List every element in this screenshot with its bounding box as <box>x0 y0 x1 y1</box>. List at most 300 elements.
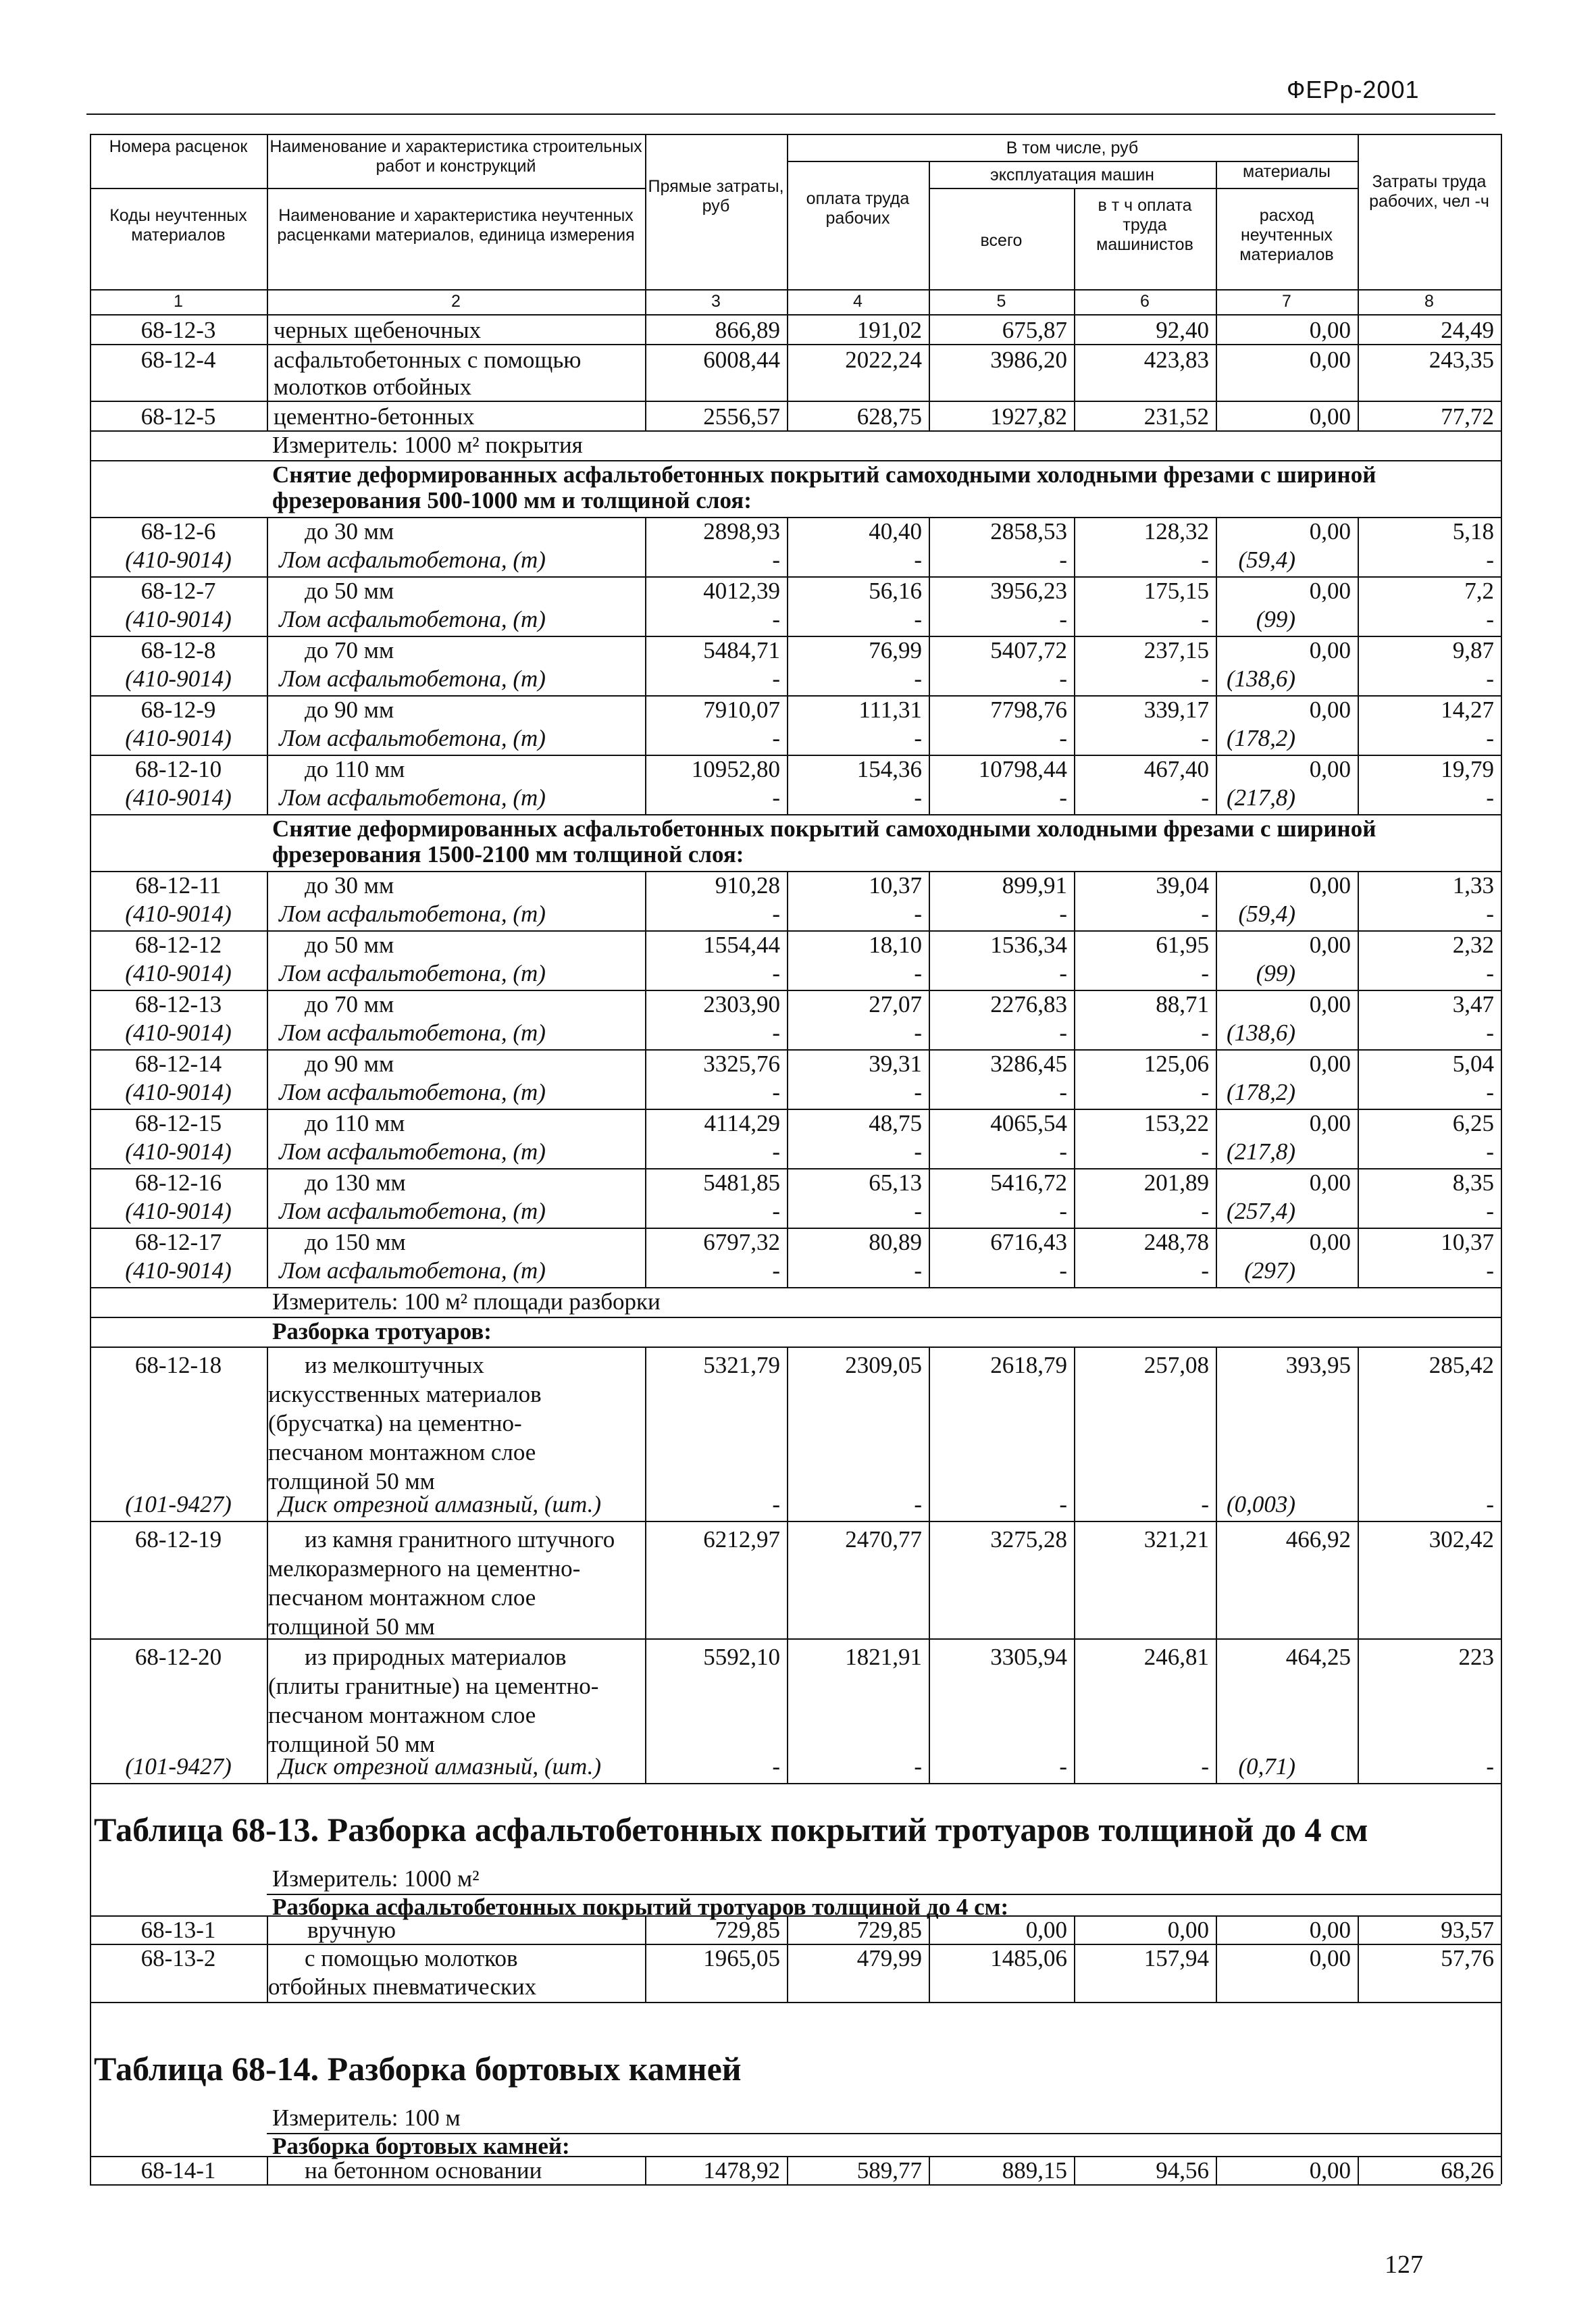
dash-cell: - <box>914 665 922 692</box>
value-cell: 3305,94 <box>990 1644 1067 1670</box>
column-rule <box>1074 1521 1075 1638</box>
column-rule <box>1501 1783 1502 1864</box>
dash-cell: - <box>772 1019 780 1046</box>
column-rule <box>1074 1638 1075 1783</box>
value-cell: 0,00 <box>1025 1917 1067 1943</box>
row-rule <box>90 401 1501 402</box>
dash-cell: - <box>1059 1138 1067 1165</box>
column-rule <box>267 576 268 636</box>
column-rule <box>1358 1168 1359 1228</box>
column-rule <box>90 1287 91 1317</box>
column-rule <box>1358 1915 1359 1944</box>
material-name: Лом асфальтобетона, (т) <box>279 1079 546 1105</box>
column-rule <box>929 2156 930 2184</box>
value-cell: 466,92 <box>1285 1526 1351 1553</box>
column-rule <box>929 695 930 755</box>
column-rule <box>1501 1049 1502 1109</box>
material-qty: (297) <box>1244 1257 1295 1284</box>
header-col1b: Коды неучтенных материалов <box>109 206 247 245</box>
column-rule <box>267 1168 268 1228</box>
section-label: Снятие деформированных асфальтобетонных покрытий самоходными холодными фрезами с шириной <box>272 815 1376 842</box>
column-rule <box>1501 460 1502 517</box>
dash-cell: - <box>1059 547 1067 573</box>
column-rule <box>90 1521 91 1638</box>
value-cell: 57,76 <box>1441 1945 1494 1971</box>
column-rule <box>645 1638 646 1783</box>
column-rule <box>1216 1049 1217 1109</box>
rate-code: 68-12-17 <box>134 1229 222 1255</box>
column-rule <box>929 1915 930 1944</box>
dash-cell: - <box>1201 960 1209 986</box>
dash-cell: - <box>914 1491 922 1517</box>
value-cell: 464,25 <box>1285 1644 1351 1670</box>
dash-cell: - <box>1201 547 1209 573</box>
column-rule <box>645 755 646 814</box>
material-code: (410-9014) <box>125 665 232 692</box>
column-rule <box>645 636 646 695</box>
rate-code: 68-12-9 <box>140 697 216 723</box>
value-cell: 866,89 <box>715 317 780 343</box>
value-cell: 191,02 <box>856 317 922 343</box>
section-label: Разборка асфальтобетонных покрытий тротуаров толщиной до 4 см: <box>272 1894 1009 1920</box>
dash-cell: - <box>1486 784 1494 811</box>
column-rule <box>267 2156 268 2184</box>
rate-name: до 50 мм <box>305 932 394 958</box>
rate-name: молотков отбойных <box>274 374 472 400</box>
value-cell: 246,81 <box>1143 1644 1209 1670</box>
column-rule <box>1501 134 1502 314</box>
rate-name: цементно-бетонных <box>274 403 475 430</box>
value-cell: 10798,44 <box>978 756 1067 782</box>
material-code: (410-9014) <box>125 1138 232 1165</box>
value-cell: 1554,44 <box>703 932 780 958</box>
column-rule <box>1074 930 1075 990</box>
rate-code: 68-12-8 <box>140 637 216 663</box>
value-cell: 729,85 <box>715 1917 780 1943</box>
material-name: Лом асфальтобетона, (т) <box>279 960 546 986</box>
value-cell: 285,42 <box>1428 1352 1494 1378</box>
value-cell: 5484,71 <box>703 637 780 663</box>
column-rule <box>1501 814 1502 871</box>
column-rule <box>645 576 646 636</box>
dash-cell: - <box>1059 1491 1067 1517</box>
column-rule <box>1074 401 1075 430</box>
rate-name: до 110 мм <box>305 1110 405 1136</box>
column-rule <box>929 517 930 576</box>
dash-cell: - <box>772 784 780 811</box>
dash-cell: - <box>772 1198 780 1224</box>
value-cell: 899,91 <box>1002 872 1067 899</box>
column-rule <box>1074 1944 1075 2002</box>
rate-name: из камня гранитного штучного <box>305 1526 615 1553</box>
dash-cell: - <box>914 725 922 751</box>
column-rule <box>1216 1638 1217 1783</box>
value-cell: 1478,92 <box>703 2157 780 2184</box>
column-rule <box>1216 1944 1217 2002</box>
material-code: (410-9014) <box>125 1257 232 1284</box>
dash-cell: - <box>1201 1753 1209 1780</box>
value-cell: 76,99 <box>869 637 922 663</box>
value-cell: 393,95 <box>1285 1352 1351 1378</box>
measure-label: Измеритель: 100 м <box>272 2105 461 2131</box>
column-rule <box>90 1864 91 1894</box>
rate-code: 68-12-16 <box>134 1169 222 1196</box>
column-rule <box>1358 1049 1359 1109</box>
column-rule <box>787 990 788 1049</box>
column-number: 3 <box>711 292 721 311</box>
value-cell: 6797,32 <box>703 1229 780 1255</box>
column-rule <box>90 1168 91 1228</box>
column-rule <box>90 344 91 401</box>
column-rule <box>645 930 646 990</box>
section-label: фрезерования 1500-2100 мм толщиной слоя: <box>272 841 744 867</box>
column-rule <box>1216 314 1217 344</box>
value-cell: 5481,85 <box>703 1169 780 1196</box>
column-rule <box>1358 314 1359 344</box>
column-rule <box>1501 1228 1502 1287</box>
dash-cell: - <box>772 1491 780 1517</box>
column-rule <box>1358 871 1359 930</box>
column-rule <box>1074 871 1075 930</box>
value-cell: 589,77 <box>856 2157 922 2184</box>
value-cell: 6716,43 <box>990 1229 1067 1255</box>
value-cell: 479,99 <box>856 1945 922 1971</box>
row-rule <box>90 1346 1501 1348</box>
column-rule <box>929 990 930 1049</box>
value-cell: 2276,83 <box>990 991 1067 1017</box>
dash-cell: - <box>1059 784 1067 811</box>
value-cell: 4065,54 <box>990 1110 1067 1136</box>
rate-code: 68-12-4 <box>140 347 216 373</box>
value-cell: 1,33 <box>1452 872 1494 899</box>
column-rule <box>1501 930 1502 990</box>
column-rule <box>90 1638 91 1783</box>
dash-cell: - <box>1201 606 1209 632</box>
column-rule <box>1501 1864 1502 1894</box>
dash-cell: - <box>914 1138 922 1165</box>
value-cell: 0,00 <box>1309 578 1351 604</box>
header-bottom <box>90 289 1501 291</box>
value-cell: 5,04 <box>1452 1051 1494 1077</box>
value-cell: 5592,10 <box>703 1644 780 1670</box>
material-name: Лом асфальтобетона, (т) <box>279 606 546 632</box>
column-rule <box>1358 1521 1359 1638</box>
rate-name: асфальтобетонных с помощью <box>274 347 582 373</box>
value-cell: 0,00 <box>1309 1945 1351 1971</box>
column-rule <box>1216 1168 1217 1228</box>
rate-name: толщиной 50 мм <box>268 1731 435 1757</box>
column-rule <box>1501 1317 1502 1346</box>
column-rule <box>90 695 91 755</box>
column-rule <box>1358 1638 1359 1783</box>
column-rule <box>1216 990 1217 1049</box>
value-cell: 128,32 <box>1143 518 1209 545</box>
rate-name: из природных материалов <box>305 1644 567 1670</box>
value-cell: 175,15 <box>1143 578 1209 604</box>
dash-cell: - <box>1201 901 1209 927</box>
section-label: Разборка бортовых камней: <box>272 2133 570 2159</box>
value-cell: 9,87 <box>1452 637 1494 663</box>
column-rule <box>1501 871 1502 930</box>
rate-name: (плиты гранитные) на цементно- <box>268 1673 599 1699</box>
value-cell: 2858,53 <box>990 518 1067 545</box>
column-rule <box>267 1638 268 1783</box>
value-cell: 0,00 <box>1309 403 1351 430</box>
column-rule <box>1358 636 1359 695</box>
value-cell: 154,36 <box>856 756 922 782</box>
column-rule <box>1501 2156 1502 2184</box>
column-rule <box>787 1346 788 1521</box>
material-code: (410-9014) <box>125 1079 232 1105</box>
value-cell: 729,85 <box>856 1917 922 1943</box>
dash-cell: - <box>1059 606 1067 632</box>
value-cell: 3956,23 <box>990 578 1067 604</box>
column-rule <box>645 1521 646 1638</box>
header-group: В том числе, руб <box>1006 139 1139 157</box>
material-qty: (178,2) <box>1226 725 1295 751</box>
column-rule <box>90 1894 91 1915</box>
material-qty: (217,8) <box>1226 1138 1295 1165</box>
rate-code: 68-12-5 <box>140 403 216 430</box>
value-cell: 3986,20 <box>990 347 1067 373</box>
column-rule <box>1501 576 1502 636</box>
row-rule <box>90 2002 1501 2003</box>
value-cell: 2022,24 <box>845 347 922 373</box>
column-rule <box>1358 2156 1359 2184</box>
value-cell: 10,37 <box>869 872 922 899</box>
column-rule <box>267 344 268 401</box>
table-title: Таблица 68-13. Разборка асфальтобетонных покрытий тротуаров толщиной до 4 см <box>94 1811 1368 1848</box>
material-code: (410-9014) <box>125 606 232 632</box>
column-rule <box>1216 755 1217 814</box>
value-cell: 65,13 <box>869 1169 922 1196</box>
section-label: фрезерования 500-1000 мм и толщиной слоя: <box>272 487 752 513</box>
column-rule <box>267 1049 268 1109</box>
header-materials: материалы <box>1243 162 1331 181</box>
rate-code: 68-12-11 <box>135 872 222 899</box>
rate-name: до 110 мм <box>305 756 405 782</box>
column-rule <box>1358 517 1359 576</box>
column-rule <box>1501 344 1502 401</box>
row-rule <box>90 1783 1501 1784</box>
dash-cell: - <box>772 1753 780 1780</box>
column-rule <box>929 1638 930 1783</box>
column-rule <box>1501 2002 1502 2103</box>
value-cell: 243,35 <box>1428 347 1494 373</box>
value-cell: 2309,05 <box>845 1352 922 1378</box>
column-rule <box>645 344 646 401</box>
value-cell: 5407,72 <box>990 637 1067 663</box>
dash-cell: - <box>1059 1257 1067 1284</box>
dash-cell: - <box>1059 665 1067 692</box>
column-rule <box>645 1915 646 1944</box>
rate-code: 68-12-10 <box>134 756 222 782</box>
value-cell: 18,10 <box>869 932 922 958</box>
value-cell: 321,21 <box>1143 1526 1209 1553</box>
dash-cell: - <box>914 1257 922 1284</box>
material-name: Лом асфальтобетона, (т) <box>279 1257 546 1284</box>
column-rule <box>645 134 646 314</box>
column-rule <box>267 1915 268 1944</box>
column-rule <box>929 1168 930 1228</box>
value-cell: 56,16 <box>869 578 922 604</box>
column-rule <box>645 1168 646 1228</box>
value-cell: 0,00 <box>1309 756 1351 782</box>
value-cell: 24,49 <box>1441 317 1494 343</box>
dash-cell: - <box>772 1257 780 1284</box>
dash-cell: - <box>772 606 780 632</box>
column-rule <box>90 460 91 517</box>
column-rule <box>929 401 930 430</box>
rate-code: 68-14-1 <box>140 2157 216 2184</box>
column-rule <box>267 1346 268 1521</box>
column-number: 5 <box>996 292 1006 311</box>
rate-name: до 90 мм <box>305 697 394 723</box>
dash-cell: - <box>1059 1198 1067 1224</box>
column-rule <box>90 2156 91 2184</box>
column-rule <box>787 344 788 401</box>
rate-code: 68-12-3 <box>140 317 216 343</box>
column-rule <box>645 1228 646 1287</box>
value-cell: 6008,44 <box>703 347 780 373</box>
rate-code: 68-13-2 <box>140 1945 216 1971</box>
column-rule <box>787 636 788 695</box>
rate-name: отбойных пневматических <box>268 1973 537 2000</box>
section-label: Снятие деформированных асфальтобетонных покрытий самоходными холодными фрезами с шириной <box>272 461 1376 488</box>
column-rule <box>90 1228 91 1287</box>
column-rule <box>929 755 930 814</box>
column-rule <box>1501 430 1502 460</box>
column-rule <box>787 1638 788 1783</box>
value-cell: 7798,76 <box>990 697 1067 723</box>
value-cell: 153,22 <box>1143 1110 1209 1136</box>
column-rule <box>90 930 91 990</box>
value-cell: 889,15 <box>1002 2157 1067 2184</box>
column-rule <box>90 814 91 871</box>
dash-cell: - <box>914 960 922 986</box>
header-col6: в т ч оплата труда машинистов <box>1096 196 1193 254</box>
column-rule <box>1501 2133 1502 2156</box>
row-rule <box>90 1638 1501 1640</box>
column-rule <box>1358 930 1359 990</box>
dash-cell: - <box>914 1753 922 1780</box>
column-rule <box>645 401 646 430</box>
column-rule <box>929 1228 930 1287</box>
value-cell: 1536,34 <box>990 932 1067 958</box>
value-cell: 80,89 <box>869 1229 922 1255</box>
dash-cell: - <box>1486 1491 1494 1517</box>
column-rule <box>1216 401 1217 430</box>
column-rule <box>90 871 91 930</box>
column-rule <box>1501 636 1502 695</box>
header-col4: оплата труда рабочих <box>806 189 910 228</box>
rate-name: до 150 мм <box>305 1229 406 1255</box>
column-rule <box>1074 1109 1075 1168</box>
value-cell: 5,18 <box>1452 518 1494 545</box>
value-cell: 0,00 <box>1309 1169 1351 1196</box>
value-cell: 4012,39 <box>703 578 780 604</box>
dash-cell: - <box>1486 1198 1494 1224</box>
dash-cell: - <box>1486 606 1494 632</box>
column-rule <box>1216 1346 1217 1521</box>
material-name: Диск отрезной алмазный, (шт.) <box>279 1491 602 1517</box>
column-rule <box>267 755 268 814</box>
value-cell: 3325,76 <box>703 1051 780 1077</box>
column-rule <box>929 314 930 344</box>
value-cell: 0,00 <box>1309 2157 1351 2184</box>
column-rule <box>90 1109 91 1168</box>
column-rule <box>1074 1049 1075 1109</box>
dash-cell: - <box>1201 1198 1209 1224</box>
column-rule <box>267 1521 268 1638</box>
dash-cell: - <box>1201 1019 1209 1046</box>
column-rule <box>1216 576 1217 636</box>
row-rule <box>90 2184 1501 2186</box>
rate-name: с помощью молотков <box>305 1945 518 1971</box>
value-cell: 7910,07 <box>703 697 780 723</box>
material-code: (410-9014) <box>125 960 232 986</box>
column-rule <box>90 2103 91 2133</box>
rate-name: на бетонном основании <box>305 2157 542 2184</box>
value-cell: 111,31 <box>858 697 922 723</box>
value-cell: 88,71 <box>1156 991 1209 1017</box>
column-number: 7 <box>1282 292 1291 311</box>
column-rule <box>1358 1346 1359 1521</box>
rate-code: 68-12-12 <box>134 932 222 958</box>
column-rule <box>929 1049 930 1109</box>
column-rule <box>1074 2156 1075 2184</box>
dash-cell: - <box>1059 1753 1067 1780</box>
header-col1a: Номера расценок <box>109 137 248 156</box>
header-col8: Затраты труда рабочих, чел -ч <box>1369 172 1489 211</box>
value-cell: 27,07 <box>869 991 922 1017</box>
header-split <box>90 188 645 189</box>
column-rule <box>787 1049 788 1109</box>
value-cell: 223 <box>1458 1644 1494 1670</box>
value-cell: 2,32 <box>1452 932 1494 958</box>
material-qty: (59,4) <box>1238 547 1295 573</box>
column-rule <box>787 401 788 430</box>
material-name: Лом асфальтобетона, (т) <box>279 1198 546 1224</box>
rate-name: песчаном монтажном слое <box>268 1439 536 1465</box>
value-cell: 0,00 <box>1309 697 1351 723</box>
column-rule <box>90 430 91 460</box>
rate-name: толщиной 50 мм <box>268 1468 435 1494</box>
dash-cell: - <box>772 960 780 986</box>
column-rule <box>645 1944 646 2002</box>
rate-name: искусственных материалов <box>268 1381 542 1407</box>
value-cell: 423,83 <box>1143 347 1209 373</box>
column-rule <box>645 1049 646 1109</box>
rate-name: черных щебеночных <box>274 317 482 343</box>
value-cell: 0,00 <box>1309 1917 1351 1943</box>
section-label: Разборка тротуаров: <box>272 1318 492 1344</box>
dash-cell: - <box>914 1079 922 1105</box>
dash-cell: - <box>1486 901 1494 927</box>
value-cell: 2470,77 <box>845 1526 922 1553</box>
header-col2b: Наименование и характеристика неучтенных расценками материалов, единица измерения <box>277 206 635 245</box>
column-rule <box>1501 1894 1502 1915</box>
value-cell: 61,95 <box>1156 932 1209 958</box>
column-rule <box>787 755 788 814</box>
value-cell: 2618,79 <box>990 1352 1067 1378</box>
column-rule <box>90 2002 91 2103</box>
value-cell: 1485,06 <box>990 1945 1067 1971</box>
material-name: Диск отрезной алмазный, (шт.) <box>279 1753 602 1780</box>
column-rule <box>90 1944 91 2002</box>
column-rule <box>1074 636 1075 695</box>
column-rule <box>1501 1638 1502 1783</box>
